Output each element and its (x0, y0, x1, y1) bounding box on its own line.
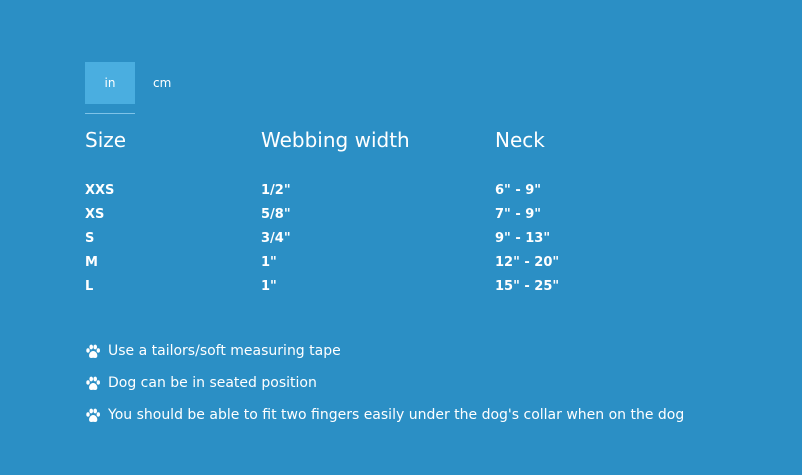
cell-neck: 9" - 13" (495, 230, 551, 246)
cell-size: L (85, 278, 94, 294)
paw-icon (85, 344, 101, 360)
cell-neck: 6" - 9" (495, 182, 542, 198)
table-header-row (85, 128, 685, 178)
table-row (85, 178, 685, 202)
cell-size: XS (85, 206, 105, 222)
paw-icon (85, 408, 101, 424)
table-row (85, 274, 685, 298)
unit-option-in[interactable]: in (85, 62, 135, 104)
list-item (85, 407, 684, 439)
cell-neck: 7" - 9" (495, 206, 542, 222)
cell-webbing-width: 5/8" (261, 206, 291, 222)
tip-text: Dog can be in seated position (108, 375, 317, 391)
header-webbing-width: Webbing width (261, 128, 410, 152)
cell-size: M (85, 254, 98, 270)
measuring-tips-list (85, 343, 684, 439)
tip-text: Use a tailors/soft measuring tape (108, 343, 341, 359)
table-row (85, 250, 685, 274)
size-chart-table (85, 128, 685, 298)
cell-neck: 12" - 20" (495, 254, 560, 270)
cell-size: XXS (85, 182, 115, 198)
table-row (85, 202, 685, 226)
list-item (85, 375, 684, 407)
cell-webbing-width: 1" (261, 278, 277, 294)
cell-webbing-width: 1/2" (261, 182, 291, 198)
paw-icon (85, 376, 101, 392)
unit-toggle (85, 62, 173, 104)
cell-neck: 15" - 25" (495, 278, 560, 294)
cell-webbing-width: 1" (261, 254, 277, 270)
list-item (85, 343, 684, 375)
unit-toggle-underline (85, 113, 135, 114)
table-row (85, 226, 685, 250)
cell-webbing-width: 3/4" (261, 230, 291, 246)
header-size: Size (85, 128, 127, 152)
header-neck: Neck (495, 128, 545, 152)
unit-option-cm[interactable]: cm (153, 76, 172, 90)
tip-text: You should be able to fit two fingers easily under the dog's collar when on the dog (108, 407, 685, 423)
cell-size: S (85, 230, 95, 246)
